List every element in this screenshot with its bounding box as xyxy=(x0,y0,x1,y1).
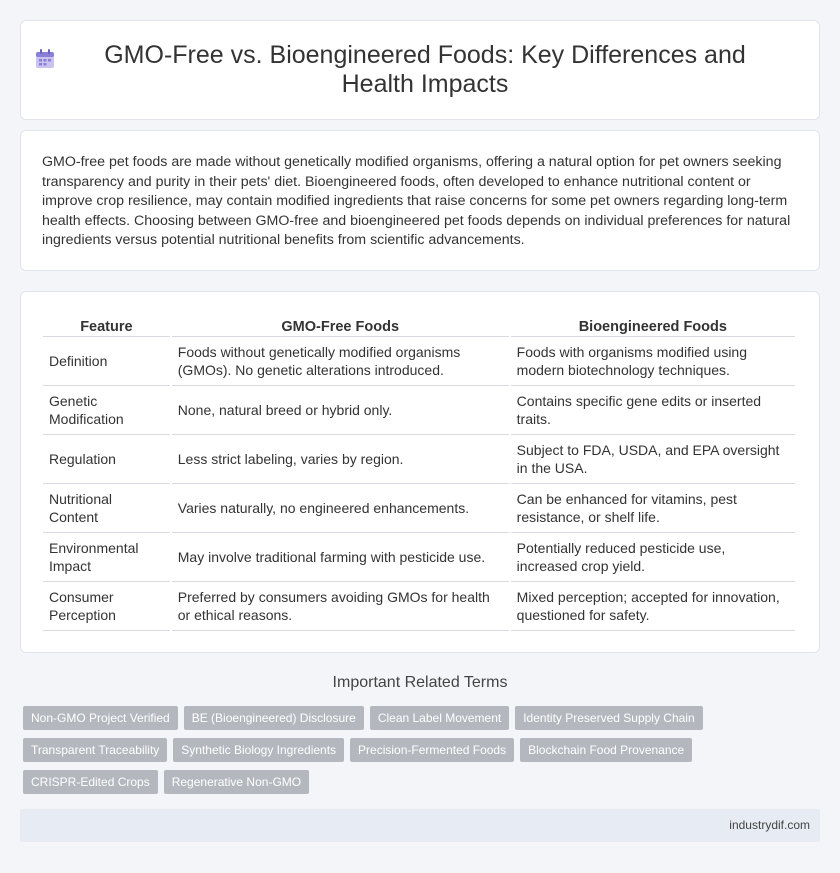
row-bioengineered: Contains specific gene edits or inserted traits. xyxy=(511,386,795,435)
row-feature: Consumer Perception xyxy=(43,582,170,631)
table-row xyxy=(43,533,795,582)
header-card xyxy=(20,20,820,120)
related-term-tag[interactable]: Blockchain Food Provenance xyxy=(520,738,692,762)
related-term-tag[interactable]: Precision-Fermented Foods xyxy=(350,738,514,762)
related-term-tag[interactable]: CRISPR-Edited Crops xyxy=(23,770,158,794)
related-term-tag[interactable]: Regenerative Non-GMO xyxy=(164,770,309,794)
row-feature: Regulation xyxy=(43,435,170,484)
comparison-table-card xyxy=(20,291,820,653)
row-feature: Definition xyxy=(43,337,170,386)
related-terms-title: Important Related Terms xyxy=(332,674,508,691)
table-row xyxy=(43,337,795,386)
related-term-tag[interactable]: Transparent Traceability xyxy=(23,738,167,762)
footer-site-link[interactable]: industrydif.com xyxy=(729,818,810,832)
row-feature: Nutritional Content xyxy=(43,484,170,533)
row-bioengineered: Mixed perception; accepted for innovation, questioned for safety. xyxy=(511,582,795,631)
header-gmo-free: GMO-Free Foods xyxy=(172,314,509,337)
table-row xyxy=(43,435,795,484)
related-term-tag[interactable]: Clean Label Movement xyxy=(370,706,509,730)
header-bioengineered: Bioengineered Foods xyxy=(511,314,795,337)
related-term-tag[interactable]: Synthetic Biology Ingredients xyxy=(173,738,344,762)
intro-paragraph: GMO-free pet foods are made without genetically modified organisms, offering a natural option for pet owners seeking transparency and purity in their pets' diet. Bioengineered foods, often developed to enhance nutritional content or improve crop resilience, may contain modified ingredients that raise concerns for some pet owners regarding long-term health effects. Choosing between GMO-free and bioengineered pet foods depends on individual preferences for natural ingredients versus potential nutritional benefits from scientific advancements. xyxy=(42,154,791,248)
row-bioengineered: Can be enhanced for vitamins, pest resistance, or shelf life. xyxy=(511,484,795,533)
related-term-tag[interactable]: Non-GMO Project Verified xyxy=(23,706,178,730)
row-gmo-free: Preferred by consumers avoiding GMOs for health or ethical reasons. xyxy=(172,582,509,631)
row-gmo-free: Varies naturally, no engineered enhancements. xyxy=(172,484,509,533)
row-bioengineered: Potentially reduced pesticide use, increased crop yield. xyxy=(511,533,795,582)
related-terms-list xyxy=(23,706,803,794)
table-header-row xyxy=(43,314,795,337)
footer xyxy=(20,809,820,842)
row-gmo-free: None, natural breed or hybrid only. xyxy=(172,386,509,435)
header-feature: Feature xyxy=(43,314,170,337)
row-gmo-free: May involve traditional farming with pesticide use. xyxy=(172,533,509,582)
title-wrap xyxy=(61,21,789,119)
table-row xyxy=(43,582,795,631)
row-bioengineered: Foods with organisms modified using modern biotechnology techniques. xyxy=(511,337,795,386)
intro-card xyxy=(20,130,820,271)
row-gmo-free: Foods without genetically modified organisms (GMOs). No genetic alterations introduced. xyxy=(172,337,509,386)
table-row xyxy=(43,484,795,533)
row-feature: Genetic Modification xyxy=(43,386,170,435)
row-bioengineered: Subject to FDA, USDA, and EPA oversight in the USA. xyxy=(511,435,795,484)
row-gmo-free: Less strict labeling, varies by region. xyxy=(172,435,509,484)
page-title: GMO-Free vs. Bioengineered Foods: Key Differences and Health Impacts xyxy=(104,41,746,98)
related-term-tag[interactable]: BE (Bioengineered) Disclosure xyxy=(184,706,364,730)
row-feature: Environmental Impact xyxy=(43,533,170,582)
table-row xyxy=(43,386,795,435)
related-term-tag[interactable]: Identity Preserved Supply Chain xyxy=(515,706,702,730)
calendar-icon xyxy=(33,47,57,71)
comparison-table xyxy=(41,314,797,631)
